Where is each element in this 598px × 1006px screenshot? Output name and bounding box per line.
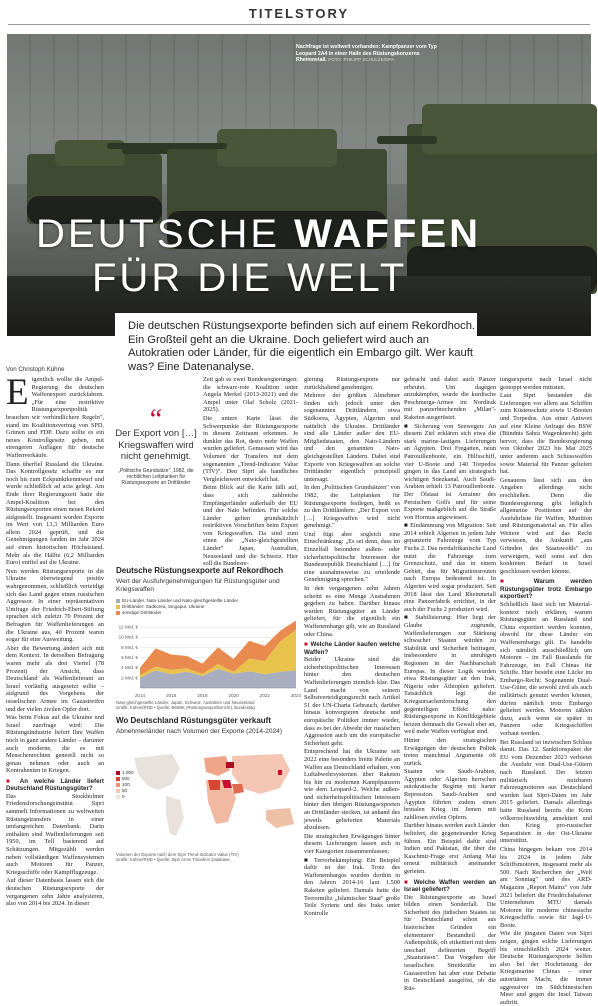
paragraph: Zeit gab es zwei Bundesregierungen: die schwarz-rote Koalition unter Angela Merkel (2013-2021) und die Ampel unter Olaf Scholz (2021-2025). xyxy=(203,376,298,414)
legend-item: Drittländer: Südkorea, Singapur, Ukraine xyxy=(116,604,306,610)
paragraph: gierung Rüstungsexporte nur zurückhaltend genehmigen. xyxy=(304,376,400,391)
scale-swatch xyxy=(116,783,120,787)
area-chart xyxy=(112,618,302,700)
paragraph: Genaueres lässt sich aus den Angaben allerdings nicht erschließen. Denn die Bundesregierung gibt lediglich allgemeine Positionen auf der Ausfuhrliste für Waffen, Munition und Rüstungsmaterial an. Für alles Weitere wird auf das Recht verwiesen, die Auskunft „aus Gründen des Staatswohls" zu verweigern, weil sonst auf den konkreten Bedarf in Israel geschlossen werden könnte. xyxy=(500,476,592,575)
paragraph: Staaten wie Saudi-Arabien, Ägypten oder Algerien herrschen autokratische Regime mit harter Repression. Saudi-Arabien und Ägypten führten zudem einen brutalen Krieg im Jemen mit zahllosen zivilen Opfern. xyxy=(404,768,496,821)
paragraph: Wie die jüngsten Daten von Sipri zeigen, gingen solche Lieferungen bis einschließlich 2024 weiter. Deutsche Rüstungsexporte helfen also bei der Hochrüstung der Kriegsmarine Chinas – einer autoritären Macht, die immer aggressiver im Südchinesischen Meer und gegen die Insel Taiwan auftritt. xyxy=(500,930,592,1006)
paragraph: Hinter den strategischen Erwägungen der deutschen Politik treten manchmal Argumente oft zurück. xyxy=(404,736,496,767)
scale-item: 0 xyxy=(116,794,146,800)
x-tick-label: 2016 xyxy=(166,693,177,698)
paragraph: Entsprechend hat die Ukraine seit 2022 eine besonders breite Palette an Waffen aus Deutschland erhalten, von Luftabwehrsystemen über Raketen bis hin zu modernen Kampfpanzern wie dem Leopard-2. Welche außen- und sicherheitspolitischen Interessen hinter den übrigen Rüstungsexporten an Drittländer stecken, ist anhand des jeweils gelieferten Materials abzulesen. xyxy=(304,748,400,832)
chart-1-legend xyxy=(116,598,306,616)
section-kicker: TITELSTORY xyxy=(248,6,350,21)
column-1: Eigentlich wollte die Ampel-Regierung die deutschen Waffenexport zurückfahren. „Für eine restriktive Rüstungsexportpolitik brauchen wir verbindlichere Regeln", stand im Koalitionsvertrag von SPD, Grünen und FDP. Dazu sollte es ein neues Kontrollgesetz geben, mit strengeren Auflagen für deutsche Waffenverkäufe. Dann überfiel Russland die Ukraine. Das Kontrollgesetz schaffte es nur noch bis zum Eckpunktkenntwurf und wurde schließlich ad acta gelegt. Am Ende ihrer Regierungszeit hatte die Ampel-Koalition bei den Rüstungsexporten einen neuen Rekord aufgestellt. Insgesamt wurden Exporte im Wert von 13,3 Milliarden Euro allein 2024 geprüft, und die Genehmigungen fanden im Jahr 2024 auf einen historischen Höchststand. Mehr als die Hälfte (6,2 Milliarden Euro) entfiel auf die Ukraine. Nun werden Rüstungsexporte in die Ukraine überwiegend positiv wahrgenommen, schließlich verteidigt sich das Land gegen einen russischen Aggressor. In einer repräsentativen Umfrage der Friedrich-Ebert-Stiftung sprachen sich zuletzt 70 Prozent der Befragten für Waffenlieferungen an die Ukraine aus, 40 Prozent waren sogar für eine Ausweitung. Aber die Bewertung ändert sich mit dem Kontext. In derselben Befragung waren mehr als drei Viertel (78 Prozent) der Ansicht, dass Deutschland als Waffenlieferant an Israel vorläufig ausgesetzt sollte – aufgrund des Vorgehens der israelischen Armee im Gazastreifen und der vielen zivilen Opfer dort. Was beim Fokus auf die Ukraine und Israel zuerfrage wird: Die Rüstungsindustrie liefert Ihre Waffen noch in ganz andere Länder – darunter auch moderne, die es mit Menschenrechten generell nicht so genau nehmen oder auch an Kontrahenten in Kriegen. ■ An welche Länder liefert Deutschland Rüstungsgüter? Das Stockholmer Friedensforschungsinstitut Sipri sammelt Informationen zu weltweiten Rüstungstransfers in einer umfangreichen Datenbank. Darin enthalten sind Waffenlieferungen seit 1950, im Tell basierend auf Schätzungen. Mitgezählt werden neben vollständigen Waffensystemen auch Motoren für Panzer, Kriegsschiffe oder Kampfflugzeuge. Auf dieser Datenbasis lassen sich die deutschen Rüstungsexporte der vergangenen zehn Jahre analysieren, also von 2014 bis 2024. In dieser xyxy=(6,376,104,868)
legend-item: sonstige Drittländer xyxy=(116,610,306,616)
paragraph: Mehrere der größten Abnehmer finden sich jedoch unter den sogenannten Drittländern, etwa Südkorea, Ägypten, Algerien und natürlich die Ukraine. Drittländer sind alle Länder außer den EU-Mitgliedstaaten, den Nato-Ländern und den genannten Nato-gleichgestellten Ländern. Dabei sind Exporte von Kriegswaffen an solche Drittländer eigentlich prinzipiell untersagt. xyxy=(304,392,400,483)
subheading: ■ Welche Länder kaufen welche Waffen? xyxy=(304,641,400,656)
quote-text: Der Export von […] Kriegswaffen wird nicht genehmigt. xyxy=(115,428,197,462)
y-tick-label: 10 Mrd. € xyxy=(118,634,138,640)
paragraph: Laut Sipri bestanden die Lieferungen vor allem aus Schiffen zum Küstenschutz sowie U-Booten und Torpedos. Aus einer Antwort auf eine Kleine Anfrage des BSW (Bündnis Sahra Wagenknecht) geht hervor, dass die Bundesregierung von Oktober 2023 bis Mai 2025 unter anderem auch Schusswaffen sowie Material für Panzer geliefert hat. xyxy=(500,392,592,476)
paragraph: Und fügt aber sogleich eine Einschränkung: „Es sei denn, dass im Einzelfall besondere außen- oder sicherheitspolitische Interessen der Bundesrepublik Deutschland […] für eine ausnahmsweise zu erteilende Genehmigung sprechen." xyxy=(304,530,400,584)
paragraph: Das Stockholmer Friedensforschungsinstitut Sipri sammelt Informationen zu weltweiten Rüstungstransfers in einer umfangreichen Datenbank. Darin enthalten sind Waffenlieferungen seit 1950, im Tell basierend auf Schätzungen. Mitgezählt werden neben vollständigen Waffensystemen auch Motoren für Panzer, Kriegsschiffe oder Kampfflugzeuge. xyxy=(6,792,104,876)
paragraph: ■ Stabilisierung: Hier liegt der Glaube zugrunde, Waffenlieferungen zur Stärkung schwacher Staaten würden zu Stabilität und Sicherheit beitragen, insbesondere in unruhigen Regionen in der Nachbarschaft Europas. In dieser Logik wurden etwa Rüstungsgüter an den Irak, Nigeria oder Äthiopien geliefert. Tatsächlich legt die Kriegsursachenforschung den gegenteiligen Effekt nahe: Rüstungsexporte in Konfliktgebiete heizen demnach die Gewalt eher an, weil mehr Waffen verfügbar sind. xyxy=(404,614,496,736)
subheading: ■ Welche Waffen werden an Israel geliefert? xyxy=(404,879,496,894)
paragraph: Auf dieser Datenbasis lassen sich die deutschen Rüstungsexporte der vergangenen zehn Jahre analysieren, also von 2014 bis 2024. In dieser xyxy=(6,877,104,908)
legend-item: EU-Länder, Nato-Länder und Nato-gleichgestellte Länder xyxy=(116,598,306,604)
paragraph: Dann überfiel Russland die Ukraine. Das Kontrollgesetz schaffte es nur noch bis zum Eckpunktkenntwurf und wurde schließlich ad acta gelegt. Am Ende ihrer Regierungszeit hatte die Ampel-Koalition bei den Rüstungsexporten einen neuen Rekord aufgestellt. Insgesamt wurden Exporte im Wert von 13,3 Milliarden Euro allein 2024 geprüft, und die Genehmigungen fanden im Jahr 2024 auf einen historischen Höchststand. Mehr als die Hälfte (6,2 Milliarden Euro) entfiel auf die Ukraine. xyxy=(6,460,104,567)
header-rule xyxy=(8,24,590,25)
chart-1-title: Deutsche Rüstungsexporte auf Rekordhoch xyxy=(116,566,284,575)
x-tick-label: 2022 xyxy=(259,693,270,698)
y-tick-label: 4 Mrd. € xyxy=(121,665,138,671)
legend-swatch xyxy=(116,599,120,603)
headline xyxy=(36,212,576,300)
photo-caption xyxy=(296,44,446,64)
paragraph: Beider Ukraine sind die sicherheitspolitischen Interessen hinter den deutschen Waffenlieferungen ziemlich klar. Das Land macht von seinem Selbstverteidigungsrecht nach Artikel 51 der UN-Charta Gebrauch, darüber hinaus konvergieren deutsche und europäische Politiker immer wieder, dass es bei der Abwehr der russischen Aggression auch um die europäische Sicherheit geht. xyxy=(304,656,400,747)
map-scale xyxy=(116,770,146,800)
quote-mark-icon: “ xyxy=(149,404,163,435)
paragraph: Nun werden Rüstungsexporte in die Ukraine überwiegend positiv wahrgenommen, schließlich verteidigt sich das Land gegen einen russischen Aggressor. In einer repräsentativen Umfrage der Friedrich-Ebert-Stiftung sprachen sich zuletzt 70 Prozent der Befragten für Waffenlieferungen an die Ukraine aus, 40 Prozent waren sogar für eine Ausweitung. xyxy=(6,567,104,644)
paragraph: Die strategischen Erwägungen hinter diesem Lieferungen lassen sich in vier Kategorien zusammenfassen: xyxy=(304,832,400,856)
y-tick-label: 6 Mrd. € xyxy=(121,655,138,661)
paragraph: ■ Sicherung von Seewegen: An diesem Ziel erklären sich etwa die stark marine-lastigen Lieferungen an Ägypten. Drei Fregatten, neun Patrouillenboote, ein Hilfsschiff, vier U-Boote und 140 Torpedos gingen in das Land am strategisch wichtigen Suezkanal. Auch Saudi-Arabien erhielt 13 Patrouillenboote. Der Ölstaat ist Anrainer des Persischen Golfs und für seine Exporte maßgeblich auf die Straße von Hormus angewiesen. xyxy=(404,422,496,521)
legend-swatch xyxy=(116,611,120,615)
chart-1-subtitle: Wert der Ausfuhrgenehmigungen für Rüstungsgüter und Kriegswaffen xyxy=(116,578,280,593)
paragraph: Bei Russland ist inzwischen Schluss damit. Das 12. Sanktionspaket der EU vom Dezember 2023 verbietet die Ausfuhr von Dual-Use-Gütern nach Russland. Der letzten militärisch nutzbaren Fahrzeugmotoren aus Deutschland wurden laut Sipri-Daten im Jahr 2015 geliefert. Damals allerdings hatte Russland bereits die Krim völkerrechtswidrig annektiert und den Krieg pro-russischer Separatisten in der Ost-Ukraine unterstützt. xyxy=(500,738,592,845)
chart-2-subtitle: Abnehmerländer nach Volumen der Exporte (2014-2024) xyxy=(116,728,283,735)
column-5 xyxy=(500,376,592,1006)
headline-line-1: DEUTSCHE WAFFEN xyxy=(36,212,482,256)
caption-text: Nachfrage ist weltweit vorhanden: Kampfpanzer vom Typ Leopard 2A4 in einer Halle des Rüstungskonzerns Rheinmetall. xyxy=(296,44,437,63)
x-tick-label: 2018 xyxy=(197,693,208,698)
headline-line-2: FÜR DIE WELT xyxy=(92,256,408,300)
lead-text: Die deutschen Rüstungsexporte befinden sich auf einem Rekordhoch. Ein Großteil geht an die Ukraine. Doch geliefert wird auch an Autokratien oder Länder, für die eigentlich ein Embargo gilt. Wer kauft was? Eine Datenanalyse. xyxy=(128,320,476,373)
map-south-korea xyxy=(278,770,282,775)
pull-quote xyxy=(114,404,198,486)
scale-swatch xyxy=(116,771,120,775)
byline: Von Christoph Kühne xyxy=(6,366,65,373)
subheading: ■ Warum werden Rüstungsgüter trotz Embargo exportiert? xyxy=(500,578,592,601)
paragraph: Beim Blick auf die Karte fällt auf, dass sich zahlreiche Empfängerländer außerhalb der EU und der Nato befinden. Für solche Länder gelten grundsätzlich restriktiven Vorschriften beim Export von Kriegswaffen. Da sind zum einen die „Nato-gleichgestellten Länder" Japan, Australien, Neuseeland und die Schweiz. Hier soll die Bundesre- xyxy=(203,484,298,568)
paragraph: ■ Eindämmung von Migration: Seit 2014 erhielt Algerien in jedem Jahr gepanzerte Fahrzeuge vom Typ Fuchs 2. Das nordafrikanische Land nutzt die Fahrzeuge zum Grenzschutz, und das in einem Gebiet, das für Migrationsrouten nach Europa bedeutend ist. In Algerien wird sogar produziert. Seit 2018 lässt das Land Rheinmetall eine Panzerfabrik errichtet, in der auch der Fuchs 2 produziert wird. xyxy=(404,522,496,613)
scale-swatch xyxy=(116,795,120,799)
map-ukraine xyxy=(226,762,234,768)
subheading: ■ An welche Länder liefert Deutschland Rüstungsgüter? xyxy=(6,778,104,793)
y-tick-label: 8 Mrd. € xyxy=(121,644,138,650)
paragraph: ■ Terrorbekämpfung: Ein Beispiel dafür ist der Irak. Trotz des Waffenembargos wurden dorthin in den Jahren 2014-16 laut 1.500 Raketen geliefert. Damals hatte die Terrormiliz „Islamischer Staat" große Teile Syriens und des Iraks unter Kontrolle xyxy=(304,856,400,917)
chart-1-note: Nato-gleichgestellte Länder: Japan, Schweiz, Australien und Neuseeland Grafik: Kühne/RND • Quelle: BMWK (Rüstungsexportbericht), Bundestag xyxy=(116,700,255,711)
y-tick-label: 12 Mrd. € xyxy=(118,624,138,630)
column-2 xyxy=(203,376,298,568)
scale-item: 50 xyxy=(116,788,146,794)
y-tick-label: 2 Mrd. € xyxy=(121,675,138,681)
paragraph: Was beim Fokus auf die Ukraine und Israel zuerfrage wird: Die Rüstungsindustrie liefert Ihre Waffen noch in ganz andere Länder – darunter auch moderne, die es mit Menschenrechten generell nicht so genau nehmen oder auch an Kontrahenten in Kriegen. xyxy=(6,714,104,775)
chart-2-note: Volumen der Exporte nach dem Sipri Trend-Indicator Value (TIV) Grafik: Kühne/RND • Quelle: Sipri Arms Transfers Database xyxy=(116,852,239,863)
drop-cap: E xyxy=(6,372,29,413)
scale-item: 500 xyxy=(116,776,146,782)
paragraph: In den vergangenen zehn Jahren scheint es eine Menge Ausnahmen gegeben zu haben. Darüber hinaus wurden Rüstungsgüter an Länder geliefert, für die eigentlich ein Waffenembargo gilt, wie an Russland oder China. xyxy=(304,585,400,638)
x-tick-label: 2020 xyxy=(228,693,239,698)
photo-credit: FOTO: PHILIPP SCHULZE/DPA xyxy=(328,57,395,62)
paragraph: gebracht und dabei auch Panzer erbeutet. Um dagegen anzukämpfen, wurde die kurdische Peschmerga-Armee im Nordirak mit panzerbrechenden „Milan"-Raketen ausgerüstet. xyxy=(404,376,496,421)
column-3 xyxy=(304,376,400,917)
scale-swatch xyxy=(116,777,120,781)
x-tick-label: 2014 xyxy=(134,693,146,698)
paragraph: Aber die Bewertung ändert sich mit dem Kontext. In derselben Befragung waren mehr als drei Viertel (78 Prozent) der Ansicht, dass Deutschland als Waffenlieferant an Israel vorläufig ausgesetzt sollte – aufgrund des Vorgehens der israelischen Armee im Gazastreifen und der vielen zivilen Opfer dort. xyxy=(6,644,104,713)
legend-swatch xyxy=(116,605,120,609)
paragraph: Darüber hinaus werden auch Länder beliefert, die gegeneinander Krieg führen. Ein Beispiel dafür sind Indien und Pakistan, die über die Kaschmir-Frage erst Anfang Mai erneut militärisch aneinander gerieten. xyxy=(404,822,496,875)
column-4 xyxy=(404,376,496,992)
x-tick-label: 2024 xyxy=(290,693,302,698)
paragraph: China hingegen bekam von 2014 bis 2024 in jedem Jahr Schiffsmotoren, insgesamt mehr als 500. Nach Recherchen der „Welt am Sonntag" und des ARD-Magazins „Report Mainz" von Jahr 2021 beliefert die Friedrichshafener Unternehmen MTU damals Motoren für moderne chinesische Kriegsschiffe sowie für Jagd-U-Boote. xyxy=(500,845,592,929)
paragraph: In den „Politischen Grundsätzen" von 1982, die Leitplanken für Rüstungsexporte festlegen, heißt es zu den Drittländern: „Der Export von […] Kriegswaffen wird nicht genehmigt." xyxy=(304,484,400,530)
chart-2-title: Wo Deutschland Rüstungsgüter verkauft xyxy=(116,716,271,725)
paragraph: tungsexporte nach Israel nicht gestoppt werden müssten. xyxy=(500,376,592,391)
scale-item: 100 xyxy=(116,782,146,788)
scale-swatch xyxy=(116,789,120,793)
paragraph: Schließlich lässt sich im Material-kontext noch erklären, warum Rüstungsgüter an Russland und China exportiert werden konnten, obwohl für diese Länder ein Waffenembargo gilt. Es handelte sich nämlich ausschließlich um Motoren – im Fall Russlands für Fahrzeuge, im Fall Chinas für Schiffe. Hier besteht eine Lücke im Embargo-Recht: Sogenannte Dual-Use-Güter, die sowohl zivil als auch militärisch genutzt werden können, dürfen nämlich trotz Embargo geliefert werden. Motoren zählen dazu, auch wenn sie später in Panzern oder Kriegsschiffen verbaut werden. xyxy=(500,600,592,738)
paragraph: Die Rüstungsexporte an Israel bilden einen Sonderfall. Die Sicherheit des jüdischen Staates ist für Deutschland schon aus historischen Gründen ein elementarer Bestandteil der Außenpolitik, oft etikettiert mit dem unscharf definierten Begriff „Staatsräson". Das Vorgehen der israelischen Streitkräfte im Gazastreifen hat aber eine Debatte in Deutschland ausgelöst, ob die Rüs- xyxy=(404,893,496,992)
paragraph: Die untere Karte lässt die Schwerpunkte der Rüstungsexporte in diesem Zeitraum erkennen. Je dunkler das Rot, desto mehr Waffen wurden geliefert. Gemessen wird das Volumen der Transfers mit dem sogenannten „Trend-Indicator Value (TIV)". Den Sipri als handliches Vergleichswert entwickelt hat. xyxy=(203,414,298,483)
quote-source: „Politische Grundsätze", 1982, die rechtlichen Leitplanken für Rüstungsexporte an Drittländer xyxy=(118,467,194,486)
scale-item: 1.000 xyxy=(116,770,146,776)
map-algeria xyxy=(208,780,220,790)
